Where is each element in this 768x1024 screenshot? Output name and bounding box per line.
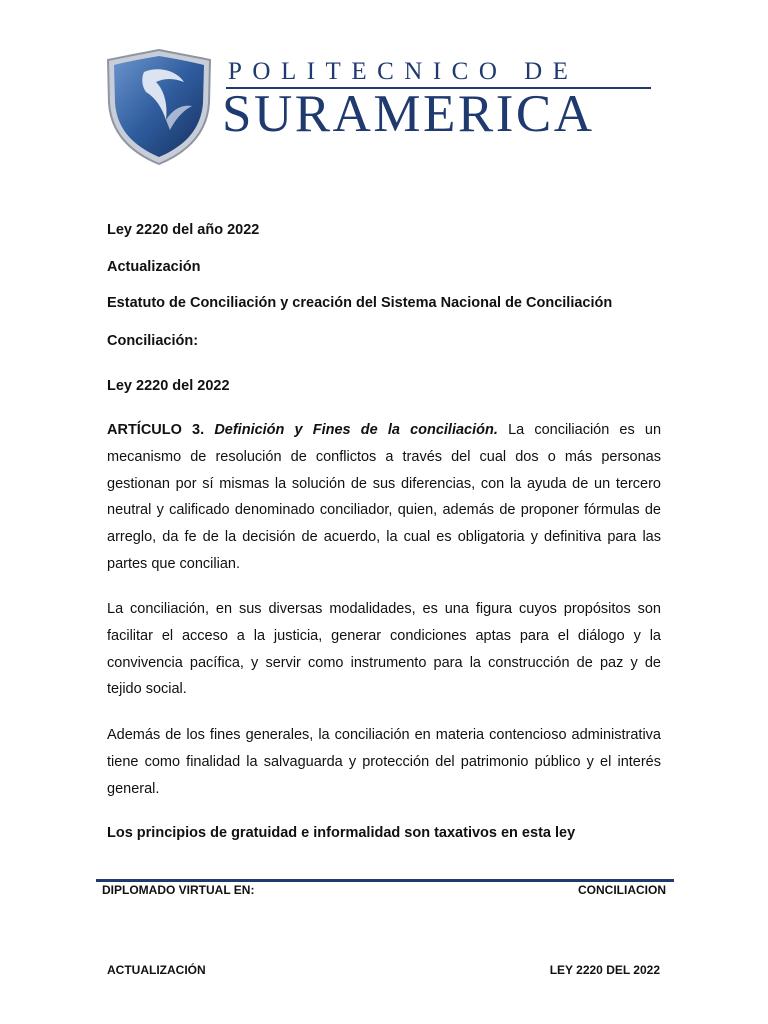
brand-top-text: POLITECNICO DE — [228, 58, 579, 85]
institution-logo-header — [106, 48, 666, 166]
statute-heading: Estatuto de Conciliación y creación del Sistema Nacional de Conciliación — [107, 295, 613, 311]
article-label: ARTÍCULO 3. — [107, 422, 205, 438]
update-heading: Actualización — [107, 259, 201, 275]
article-3-paragraph — [107, 417, 661, 578]
section-label: Conciliación: — [107, 333, 199, 349]
paragraph-2: La conciliación, en sus diversas modalidades, es una figura cuyos propósitos son facilitar el acceso a la justicia, generar condiciones aptas para el diálogo y la convivencia pacífica, y servir como instrumento para la construcción de paz y de tejido social. — [107, 601, 661, 698]
footer-program-label: DIPLOMADO VIRTUAL EN: — [102, 883, 255, 897]
paragraph-3: Además de los fines generales, la conciliación en materia contencioso administrativa tiene como finalidad la salvaguarda y protección del patrimonio público y el interés general. — [107, 727, 661, 797]
footer-law-label: LEY 2220 DEL 2022 — [549, 963, 660, 977]
footer-update-label: ACTUALIZACIÓN — [107, 963, 206, 977]
footer-divider — [96, 879, 674, 882]
law-short-heading: Ley 2220 del 2022 — [107, 378, 230, 394]
brand-main-text: SURAMERICA — [222, 85, 595, 143]
principles-statement: Los principios de gratuidad e informalidad son taxativos en esta ley — [107, 825, 576, 841]
article-text: La conciliación es un mecanismo de resolución de conflictos a través del cual dos o más personas gestionan por sí mismas la solución de sus diferencias, con la ayuda de un tercero neutral y calificado denominado conciliador, quien, además de proponer fórmulas de arreglo, da fe de la decisión de acuerdo, la cual es obligatoria y definitiva para las partes que concilian. — [107, 422, 662, 572]
law-title: Ley 2220 del año 2022 — [107, 222, 260, 238]
article-title: Definición y Fines de la conciliación. — [214, 422, 498, 438]
footer-program-value: CONCILIACION — [578, 883, 666, 897]
shield-logo-icon — [106, 48, 212, 166]
